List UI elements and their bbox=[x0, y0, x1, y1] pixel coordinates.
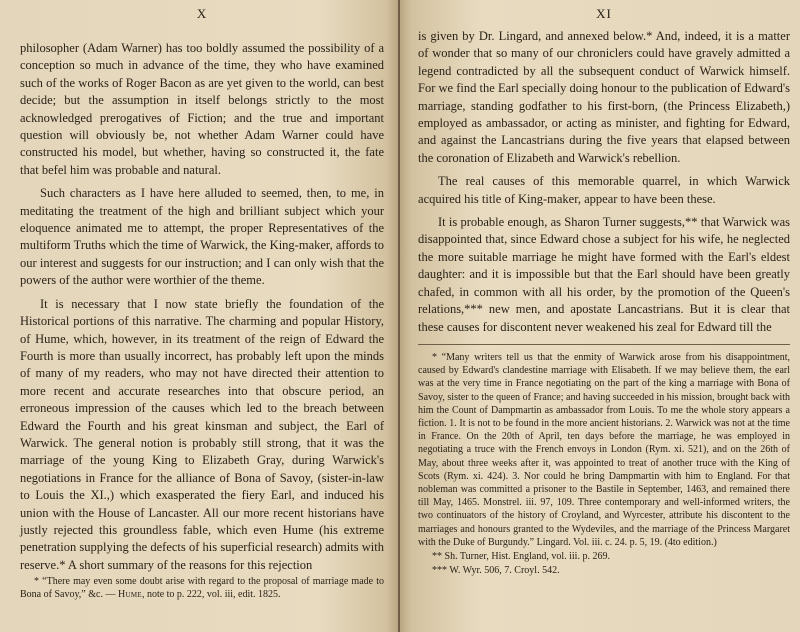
paragraph: The real causes of this memorable quarrel, in which Warwick acquired his title of King-maker, appear to have been these. bbox=[418, 174, 790, 206]
paragraph: philosopher (Adam Warner) has too boldly assumed the possibility of a conception so much in advance of the time, they who have examined such of the works of Roger Bacon as are yet given to the world, can best decide; but the assumption in itself belongs strictly to the most acknowledged prerogatives of Fiction; and the true and important question will obviously be, not whether Adam Warner could have constructed his model, but whether, having so constructed it, the fate that befel him was probable and natural. bbox=[20, 41, 385, 177]
footnotes bbox=[20, 575, 384, 601]
footnote-author: Hume bbox=[117, 589, 142, 601]
page-body bbox=[418, 28, 790, 336]
footnote: *** W. Wyr. 506, 7. Croyl. 542. bbox=[432, 565, 560, 577]
paragraph: Such characters as I have here alluded to seemed, then, to me, in meditating the treatment of the high and brilliant subject which your eloquence animated me to attempt, the proper Representatives of the multiform Truths which the time of Warwick, the King-maker, affords to our interest and suggests for our instruction; and I can only wish that the powers of the author were worthier of the theme. bbox=[20, 186, 385, 288]
page-number: XI bbox=[596, 6, 612, 21]
footnote-rule bbox=[418, 344, 790, 345]
footnotes bbox=[418, 351, 790, 577]
left-page bbox=[0, 0, 398, 632]
footnote bbox=[20, 575, 384, 601]
page-body bbox=[20, 40, 384, 574]
footnote: * “Many writers tell us that the enmity of Warwick arose from his disappointment, caused by Edward's clandestine marriage with Elisabeth. If we may believe them, the earl was at the very time in France negotiating on the part of the king a marriage with Bona of Savoy, sister to the queen of France; and having succeeded in his mission, brought back with him the Count of Dampmartin as ambassador from Louis. To me the whole story appears a fiction. 1. It is not to be found in the more ancient historians. 2. Warwick was not at the time in France. On the 20th of April, ten days before the marriage, he was employed in negotiating a truce with the French envoys in London (Rym. xi. 521), and on the 26th of May, about three weeks after it, was appointed to treat of another truce with the King of Scots (Rym. xi. 424). 3. Nor could he bring Dampmartin with him to England. For that nobleman was committed a prisoner to the Bastile in September, 1463, and remained there till May, 1465. Monstrel. iii. 97, 109. Three contemporary and well-informed writers, the two continuators of the history of Croyland, and Wyrcester, attribute his discontent to the marriages and honours granted to the Wydeviles, and the marriage of the Princess Margaret with the Duke of Burgundy.” Lingard. Vol. iii. c. 24. p. 5, 19. (4to edition.) bbox=[418, 351, 790, 548]
paragraph: It is necessary that I now state briefly the foundation of the Historical portions of this narrative. The charming and popular History, of Hume, which, however, in its treatment of the reign of Edward the Fourth is more than usually incorrect, has probably left upon the minds of many of my readers, who may not have directed their attention to more recent and accurate researches into that obscure period, an erroneous impression of the causes which led to the breach between Edward the Fourth and his great kinsman and subject, the Earl of Warwick. The general notion is probably still strong, that it was the marriage of the young King to Elizabeth Gray, during Warwick's negotiations in France for the alliance of Bona of Savoy, (sister-in-law to Louis the XI.,) which exasperated the fiery Earl, and induced his union with the House of Lancaster. All our more recent historians have justly rejected this groundless fable, which even Hume (his extreme penetration supplying the defects of his superficial research) admits with reserve.* A short summary of the reasons for this rejection bbox=[20, 296, 385, 572]
footnote-text: * “There may even some doubt arise with regard to the proposal of marriage made to Bona of Savoy,” &c. — bbox=[20, 576, 385, 601]
footnote-reference: , note to p. 222, vol. iii, edit. 1825. bbox=[141, 589, 281, 601]
footnote: ** Sh. Turner, Hist. England, vol. iii. p. 269. bbox=[432, 550, 610, 562]
right-page bbox=[400, 0, 800, 632]
paragraph: It is probable enough, as Sharon Turner suggests,** that Warwick was disappointed that, since Edward chose a subject for his wife, he neglected the more suitable marriage he might have formed with the Earl's eldest daughter: and it is impossible but that the Earl should have been greatly chafed, in common with all his order, by the promotion of the Queen's relations,*** new men, and apostate Lancastrians. But it is clear that these causes for discontent never weakened his zeal for Edward till the bbox=[418, 215, 790, 334]
page-number: X bbox=[196, 6, 208, 21]
paragraph: is given by Dr. Lingard, and annexed below.* And, indeed, it is a matter of wonder that so many of our chroniclers could have gravely admitted a legend contradicted by all the subsequent conduct of Warwick himself. For we find the Earl specially doing honour to the publication of Edward's marriage, standing godfather to his first-born, (the Princess Elizabeth,) employed as ambassador, or acting as minister, and fighting for Edward, and against the Lancastrians during the five years that elapsed between the coronation of Elizabeth and Warwick's rebellion. bbox=[418, 29, 790, 165]
